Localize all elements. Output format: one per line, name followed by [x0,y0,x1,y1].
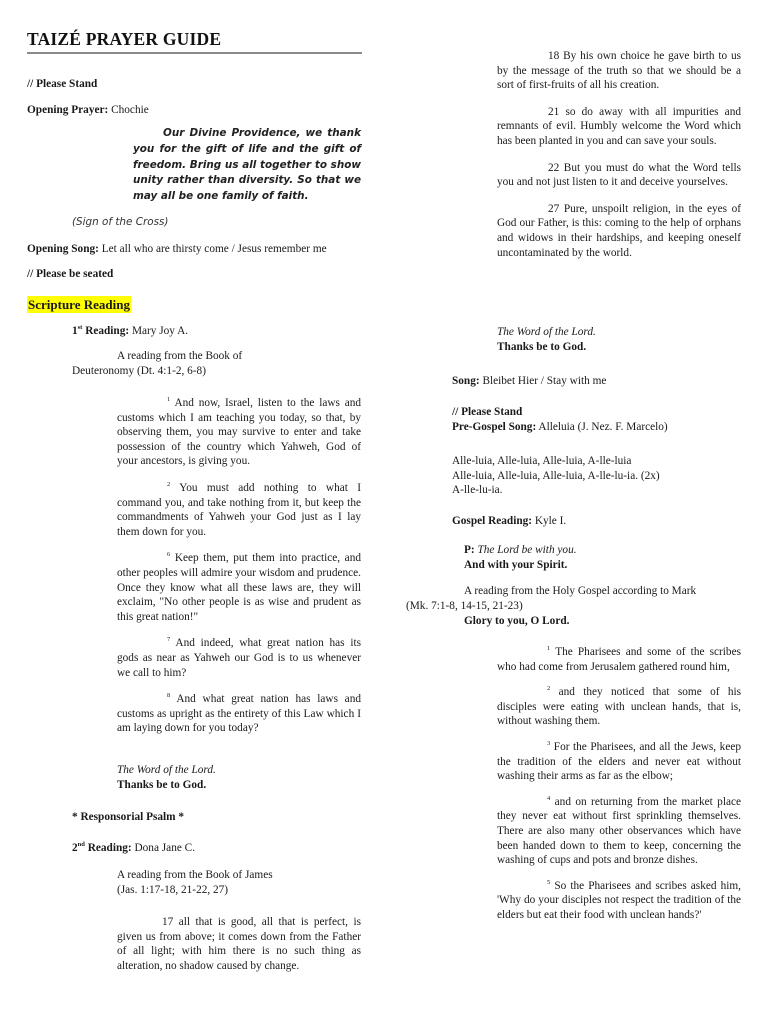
alleluia-line: A-lle-lu-ia. [452,484,503,497]
verse: $^2$ You must add nothing to what I command you, and take nothing from it, but keep the commandments of Yahweh your God just as I lay them down for you. [117,481,361,538]
priest-label: P: [464,544,475,556]
verse: $^7$ And indeed, what great nation has its gods as near as Yahweh our God is to us whenever we call to him? [117,636,362,679]
second-reading-label: Reading: [87,842,132,854]
first-reading-line [72,324,188,339]
opening-prayer-text: Our Divine Providence, we thank you for the gift of life and the gift of freedom. Bring us all together to show unity rather than diversity. So that we may all be one family of faith. [133,127,361,203]
second-reading-closing [497,325,596,354]
opening-prayer-line [27,103,149,118]
opening-song-line [27,242,327,257]
priest-line: The Lord be with you. [477,544,577,556]
pre-gospel-song-line [452,420,668,435]
second-reading-intro-line1: A reading from the Book of James [117,869,273,881]
gospel-reading-line [452,514,566,529]
song-line [452,374,606,389]
opening-prayer-leader: Chochie [111,104,149,116]
page-title: TAIZÉ PRAYER GUIDE [27,29,362,54]
alleluia-line: Alle-luia, Alle-luia, Alle-luia, A-lle-luia [452,455,632,467]
mark-verses [497,645,741,923]
verse: 21 so do away with all impurities and remnants of evil. Humbly welcome the Word which has been planted in you and can save your souls. [497,105,741,147]
verse: $^5$ So the Pharisees and scribes asked him, 'Why do your disciples not respect the tradition of the elders but eat their food with unclean hands?' [497,878,741,921]
verse: $^1$ And now, Israel, listen to the laws and customs which I am teaching you today, so that, by observing them, you may survive to enter and take possession of the country which Yahweh, God of your ancestors, is giving you. [117,396,362,468]
verse: $^3$ For the Pharisees, and all the Jews, keep the tradition of the elders and never eat without washing their arms as far as the elbow; [497,740,741,783]
second-reading-reader: Dona Jane C. [134,842,196,854]
first-reading-intro [72,349,292,378]
word-of-the-lord: The Word of the Lord. [497,326,596,338]
scripture-reading-heading: Scripture Reading [28,297,130,312]
verse: $^2$ and they noticed that some of his disciples were eating with unclean hands, that is, without washing them. [497,685,741,728]
gospel-intro: A reading from the Holy Gospel according to Mark [464,585,697,597]
verse: $^1$ The Pharisees and some of the scribes who had come from Jerusalem gathered round him, [497,645,741,673]
alleluia-line: Alle-luia, Alle-luia, Alle-luia, A-lle-lu-ia. (2x) [452,469,660,482]
verse: 22 But you must do what the Word tells you and not just listen to it and deceive yourselves. [497,161,741,189]
verse: $^6$ Keep them, put them into practice, and other peoples will admire your wisdom and prudence. Once they know what all these laws are, they will exclaim, "No other people is as wise and prudent as this great nation!" [117,551,361,623]
pre-gospel-block [452,405,668,434]
people-response: And with your Spirit. [464,558,568,571]
pre-gospel-song-value: Alleluia (J. Nez. F. Marcelo) [538,420,668,433]
scripture-reading-heading-wrap [27,296,131,314]
opening-song-label: Opening Song: [27,243,99,255]
second-reading-ordinal: 2 [72,842,78,854]
thanks-be-to-god: Thanks be to God. [497,340,587,353]
gospel-reading-label: Gospel Reading: [452,515,533,527]
please-stand-instruction: // Please Stand [27,78,98,90]
verse: 27 Pure, unspoilt religion, in the eyes of God our Father, is this: coming to the help of orphans and widows in their hardships, and keeping oneself uncontaminated by the world. [497,202,741,259]
second-reading-intro-line2: (Jas. 1:17-18, 21-22, 27) [117,883,229,896]
james-verse-17: 17 all that is good, all that is perfect, is given us from above; it comes down from the Father of all light; with him there is no such thing as alteration, no shadow caused by change. [117,916,361,972]
first-reading-closing [117,763,216,792]
song-label: Song: [452,375,480,387]
verse: $^4$ and on returning from the market place they never eat without first sprinkling themselves. There are also many other observances which have been handed down to them to keep, concerning the washing of cups and pots and bronze dishes. [497,794,742,867]
first-reading-label: Reading: [85,325,130,337]
first-reading-verses [117,396,361,736]
first-reading-intro-line2: Deuteronomy (Dt. 4:1-2, 6-8) [72,364,206,377]
second-reading-line [72,841,195,856]
first-reading-reader: Mary Joy A. [131,325,189,337]
word-of-the-lord: The Word of the Lord. [117,764,216,776]
verse: 18 By his own choice he gave birth to us by the message of the truth so that we should be a sort of first-fruits of all his creation. [497,50,741,92]
first-reading-intro-line1: A reading from the Book of [117,350,243,362]
verse: $^8$ And what great nation has laws and customs as upright as the entirety of this Law which I am laying down for you today? [117,692,361,735]
gospel-reading-reader: Kyle I. [534,515,567,527]
james-verses [497,49,741,260]
second-reading-ordinal-suffix: nd [77,841,85,849]
please-be-seated-instruction: // Please be seated [27,268,114,280]
first-reading-ordinal: 1 [72,325,78,337]
responsorial-psalm: * Responsorial Psalm * [72,811,185,823]
song-value: Bleibet Hier / Stay with me [482,375,607,387]
gospel-reference: (Mk. 7:1-8, 14-15, 21-23) [406,600,523,612]
opening-song-value: Let all who are thirsty come / Jesus remember me [101,243,327,255]
first-reading-ordinal-suffix: st [77,324,83,332]
sign-of-the-cross: (Sign of the Cross) [72,216,169,228]
gospel-dialogue [464,543,577,572]
second-reading-intro [117,868,273,897]
alleluia-lyrics [452,454,660,498]
thanks-be-to-god: Thanks be to God. [117,778,207,791]
pre-gospel-song-label: Pre-Gospel Song: [452,420,537,433]
please-stand-instruction: // Please Stand [452,406,523,418]
opening-prayer-label: Opening Prayer: [27,104,109,116]
gospel-response: Glory to you, O Lord. [464,615,570,627]
